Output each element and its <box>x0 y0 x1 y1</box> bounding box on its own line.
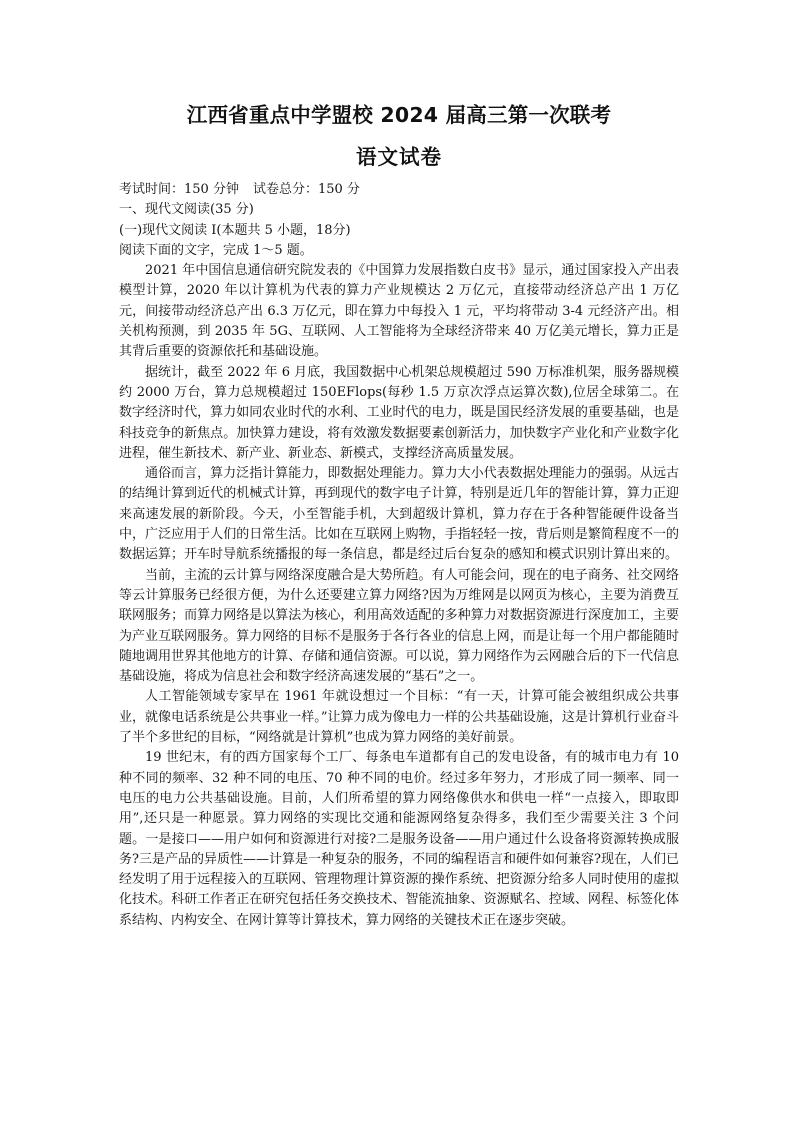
passage-paragraph-5: 人工智能领域专家早在 1961 年就设想过一个目标：“有一天，计算可能会被组织成公共事业，就像电话系统是公共事业一样。”让算力成为像电力一样的公共基础设施，这是计算机行业奋斗了半个多世纪的目标，“网络就是计算机”也成为算力网络的美好前景。 <box>119 689 679 746</box>
passage-paragraph-6: 19 世纪末，有的西方国家每个工厂、每条电车道都有自己的发电设备，有的城市电力有 10 种不同的频率、32 种不同的电压、70 种不同的电价。经过多年努力，才形成了同一频率、同一电压的电力公共基础设施。目前，人们所希望的算力网络像供水和供电一样“一点接入，即取即用”,还只是一种愿景。算力网络的实现比交通和能源网络复杂得多，我们至少需要关注 3 个问题。一是接口——用户如何和资源进行对接?二是服务设备——用户通过什么设备将资源转换成服务?三是产品的异质性——计算是一种复杂的服务，不同的编程语言和硬件如何兼容?现在，人们已经发明了用于远程接入的互联网、管理物理计算资源的操作系统、把资源分给多人同时使用的虚拟化技术。科研工作者正在研究包括任务交换技术、智能流抽象、资源赋名、控域、网程、标签化体系结构、内构安全、在网计算等计算技术，算力网络的关键技术正在逐步突破。 <box>119 750 679 928</box>
section-subheading: (一)现代文阅读 I(本题共 5 小题，18分) <box>119 222 351 238</box>
exam-total-score: 试卷总分：150 分 <box>252 182 360 197</box>
passage-paragraph-2: 据统计，截至 2022 年 6 月底，我国数据中心机架总规模超过 590 万标准机架，服务器规模约 2000 万台，算力总规模超过 150EFlops(每秒 1.5 万京次浮点运算次数),位居全球第二。在数字经济时代，算力如同农业时代的水利、工业时代的电力，既是国民经济发展的重要基础，也是科技竞争的新焦点。加快算力建设，将有效激发数据要素创新活力，加快数字产业化和产业数字化进程，催生新技术、新产业、新业态、新模式，支撑经济高质量发展。 <box>119 364 679 461</box>
passage-paragraph-3: 通俗而言，算力泛指计算能力，即数据处理能力。算力大小代表数据处理能力的强弱。从远古的结绳计算到近代的机械式计算，再到现代的数字电子计算，特别是近几年的智能计算，算力正迎来高速发展的新阶段。今天，小至智能手机，大到超级计算机，算力存在于各种智能硬件设备当中，广泛应用于人们的日常生活。比如在互联网上购物，手指轻轻一按，背后则是繁简程度不一的数据运算；开车时导航系统播报的每一条信息，都是经过后台复杂的感知和模式识别计算出来的。 <box>119 466 679 563</box>
exam-title: 江西省重点中学盟校 2024 届高三第一次联考 <box>186 103 612 127</box>
reading-instruction: 阅读下面的文字，完成 1～5 题。 <box>119 242 313 258</box>
exam-page <box>119 100 679 931</box>
section-heading: 一、现代文阅读(35 分) <box>119 202 254 218</box>
passage-paragraph-4: 当前，主流的云计算与网络深度融合是大势所趋。有人可能会问，现在的电子商务、社交网络等云计算服务已经很方便，为什么还要建立算力网络?因为万维网是以网页为核心，主要为消费互联网服务；而算力网络是以算法为核心，利用高效适配的多种算力对数据资源进行深度加工，主要为产业互联网服务。算力网络的目标不是服务于各行各业的信息上网，而是让每一个用户都能随时随地调用世界其他地方的计算、存储和通信资源。可以说，算力网络作为云网融合后的下一代信息基础设施，将成为信息社会和数字经济高速发展的“基石”之一。 <box>119 567 679 685</box>
exam-info-line <box>119 180 679 200</box>
exam-time: 考试时间：150 分钟 <box>119 182 239 197</box>
passage-paragraph-1: 2021 年中国信息通信研究院发表的《中国算力发展指数白皮书》显示，通过国家投入产出表模型计算，2020 年以计算机为代表的算力产业规模达 2 万亿元，直接带动经济总产出 1 万亿元，间接带动经济总产出 6.3 万亿元，即在算力中每投入 1 元，平均将带动 3-4 元经济产出。相关机构预测，到 2035 年 5G、互联网、人工智能将为全球经济带来 40 万亿美元增长，算力正是其背后重要的资源依托和基础设施。 <box>119 263 679 360</box>
reading-passage <box>119 261 679 931</box>
exam-subject-title: 语文试卷 <box>356 145 442 169</box>
